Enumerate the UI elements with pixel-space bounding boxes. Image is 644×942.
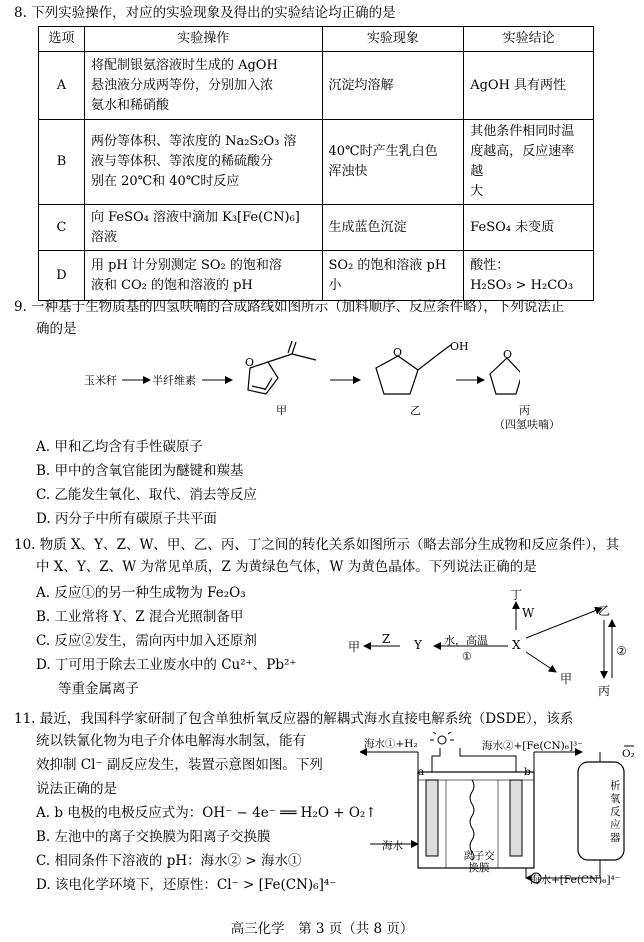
row-phenomenon: 40℃时产生乳白色 浑浊快 (322, 120, 464, 205)
q11-stem-line: 效抑制 Cl⁻ 副反应发生，装置示意图如图。下列 (36, 757, 323, 773)
q9-option-c: C. 乙能发生氧化、取代、消去等反应 (36, 487, 257, 503)
q11-option-a: A. b 电极的电极反应式为：OH⁻ − 4e⁻ ══ H₂O + O₂↑ (36, 805, 377, 821)
label-reaction-1: ① (462, 650, 472, 663)
row-operation: 向 FeSO₄ 溶液中滴加 K₃[Fe(CN)₆] 溶液 (84, 205, 322, 251)
arrow-x-to-yi (526, 608, 602, 638)
header-phenomenon: 实验现象 (322, 27, 464, 52)
row-operation: 将配制银氨溶液时生成的 AgOH 悬浊液分成两等份，分别加入浓 氨水和稀硝酸 (84, 52, 322, 120)
power-source-icon (430, 732, 454, 744)
row-option: B (39, 120, 85, 205)
header-conclusion: 实验结论 (464, 27, 594, 52)
ring-oxygen: O (245, 356, 255, 369)
row-conclusion: FeSO₄ 未变质 (464, 205, 594, 251)
table-row (39, 52, 594, 120)
row-phenomenon: 生成蓝色沉淀 (322, 205, 464, 251)
electrode-b (510, 780, 522, 856)
label-x: X (512, 638, 521, 652)
row-operation: 用 pH 计分别测定 SO₂ 的饱和溶 液和 CO₂ 的饱和溶液的 pH (84, 251, 322, 301)
row-phenomenon: 沉淀均溶解 (322, 52, 464, 120)
row-phenomenon: SO₂ 的饱和溶液 pH 小 (322, 251, 464, 301)
label-a: a (418, 766, 425, 778)
q10-stem-cont: 中 X、Y、Z、W 为常见单质，Z 为黄绿色气体，W 为黄色晶体。下列说法正确的是 (36, 559, 537, 575)
label-yi: 乙 (410, 404, 421, 417)
scheme-mid: 半纤维素 (152, 374, 196, 387)
q9-stem: 9. 一种基于生物质基的四氢呋喃的合成路线如图所示（加料顺序、反应条件略），下列说法正 (14, 299, 565, 315)
label-condition: 水，高温 (444, 634, 488, 647)
electrode-a (426, 780, 438, 856)
label-ding: 丁 (510, 588, 523, 602)
q11-option-d: D. 该电化学环境下，还原性：Cl⁻ > [Fe(CN)₆]⁴⁻ (36, 877, 337, 893)
table-row (39, 120, 594, 205)
q9-option-a: A. 甲和乙均含有手性碳原子 (36, 439, 203, 455)
table-header-row (39, 27, 594, 52)
q9-option-b: B. 甲中的含氧官能团为醚键和羰基 (36, 463, 244, 479)
header-option: 选项 (39, 27, 85, 52)
experiment-table (38, 26, 594, 301)
row-conclusion: 其他条件相同时温 度越高，反应速率越 大 (464, 120, 594, 205)
q10-option-a: A. 反应①的另一种生成物为 Fe₂O₃ (36, 585, 246, 601)
page-footer: 高三化学 第 3 页（共 8 页） (230, 921, 414, 937)
label-seawater: 海水 (382, 840, 403, 852)
arrow-x-to-jia2 (526, 652, 556, 672)
q11-stem: 11. 最近，我国科学家研制了包含单独析氧反应器的解耦式海水直接电解系统（DSDE），该系 (14, 711, 574, 727)
ring-oxygen: O (503, 348, 513, 361)
row-operation: 两份等体积、等浓度的 Na₂S₂O₃ 溶 液与等体积、等浓度的稀硫酸分 别在 20℃和 40℃时反应 (84, 120, 322, 205)
label-jia: 甲 (276, 404, 287, 417)
electrolysis-diagram (360, 732, 636, 888)
q11-stem-line: 说法正确的是 (36, 781, 117, 797)
label-jia: 甲 (348, 640, 361, 654)
label-y: Y (414, 638, 422, 652)
thf-structure (490, 358, 520, 394)
q10-option-b: B. 工业常将 Y、Z 混合光照制备甲 (36, 609, 244, 625)
row-option: A (39, 52, 85, 120)
label-bing: 丙 (519, 404, 530, 417)
q11-option-c: C. 相同条件下溶液的 pH：海水② > 海水① (36, 853, 302, 869)
label-yi: 乙 (598, 604, 611, 618)
label-jia-2: 甲 (560, 672, 573, 686)
q9-stem-cont: 确的是 (36, 321, 77, 337)
label-seawater-2: 海水②+[Fe(CN)₆]³⁻ (482, 740, 583, 752)
row-conclusion: 酸性： H₂SO₃ > H₂CO₃ (464, 251, 594, 301)
q10-option-d-cont: 等重金属离子 (58, 681, 139, 697)
table-row (39, 251, 594, 301)
label-thf: （四氢呋喃） (494, 418, 560, 431)
header-operation: 实验操作 (84, 27, 322, 52)
label-bing: 丙 (598, 684, 611, 698)
q9-option-d: D. 丙分子中所有碳原子共平面 (36, 511, 217, 527)
ring-oxygen: O (393, 346, 403, 359)
label-seawater-3: 海水+[Fe(CN)₆]⁴⁻ (530, 874, 621, 886)
row-option: D (39, 251, 85, 301)
label-reactor: 析氧反应器 (610, 780, 621, 844)
q10-option-d: D. 丁可用于除去工业废水中的 Cu²⁺、Pb²⁺ (36, 657, 297, 673)
thf-methanol-structure (376, 344, 452, 394)
label-z: Z (382, 632, 391, 646)
label-reaction-2: ② (616, 644, 627, 658)
q11-option-b: B. 左池中的离子交换膜为阳离子交换膜 (36, 829, 271, 845)
label-o2: O₂ (622, 748, 635, 760)
membrane (470, 780, 474, 860)
q8-stem: 8. 下列实验操作，对应的实验现象及得出的实验结论均正确的是 (14, 5, 396, 21)
label-b: b (524, 766, 531, 778)
q11-stem-line: 统以铁氰化物为电子介体电解海水制氢，能有 (36, 733, 306, 749)
furfural-structure (248, 341, 316, 394)
synthesis-scheme (80, 340, 520, 440)
label-seawater-1: 海水①+H₂ (364, 738, 418, 750)
q10-option-c: C. 反应②发生，需向丙中加入还原剂 (36, 633, 257, 649)
q10-stem: 10. 物质 X、Y、Z、W、甲、乙、丙、丁之间的转化关系如图所示（略去部分生成物和反应条件），其 (14, 537, 620, 553)
label-w: W (522, 606, 535, 620)
table-row (39, 205, 594, 251)
row-option: C (39, 205, 85, 251)
label-membrane: 离子交换膜 (463, 850, 495, 874)
scheme-start: 玉米秆 (84, 374, 117, 387)
hydroxyl-label: OH (450, 340, 469, 353)
row-conclusion: AgOH 具有两性 (464, 52, 594, 120)
